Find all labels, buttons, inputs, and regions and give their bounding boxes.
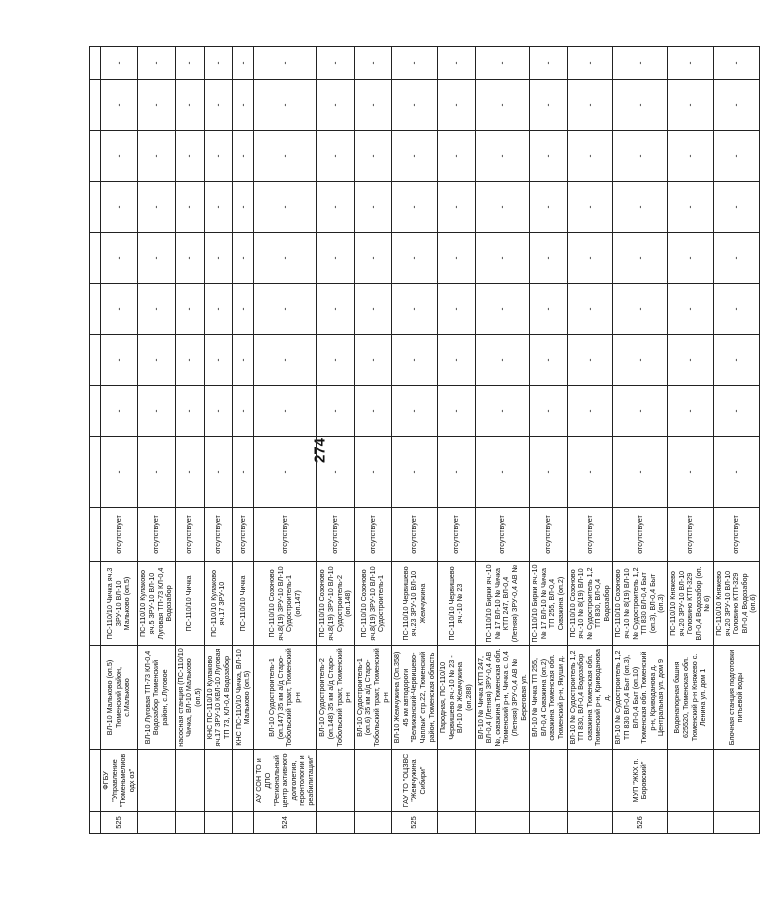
organization-cell: [138, 750, 175, 812]
band-cell: [90, 646, 101, 750]
table-row: [175, 47, 204, 834]
empty-value-cell: -: [317, 233, 354, 284]
empty-value-cell: -: [317, 335, 354, 386]
empty-value-cell: -: [254, 284, 317, 335]
empty-value-cell: -: [613, 80, 668, 131]
empty-value-cell: -: [138, 284, 175, 335]
empty-value-cell: -: [254, 335, 317, 386]
empty-value-cell: -: [392, 284, 438, 335]
status-cell: отсутствует: [714, 508, 760, 562]
row-number-cell: [317, 812, 354, 834]
supply-cell: ПС-110/10 Созоново яч.8(19) ЗРУ-10 ВЛ-10 Судостроитель-2 (оп.148): [317, 562, 354, 646]
row-number-cell: 525: [392, 812, 438, 834]
empty-value-cell: -: [138, 182, 175, 233]
empty-value-cell: -: [204, 437, 233, 508]
empty-value-cell: -: [317, 284, 354, 335]
empty-value-cell: -: [175, 131, 204, 182]
object-cell: ВЛ-10 № Чичка КТП 247, ВЛ-0,4 (Летняя) ЗРУ-0,4 АВ №, скважина Тюменская обл. Тюменский р-н, Чичка с. 0,4 (Летняя) ЗРУ-0,4 АВ № Береговая ул.: [475, 646, 530, 750]
row-number-cell: [175, 812, 204, 834]
object-cell: ВЛ-10 № Чичка ТП 255, ВЛ-0,4 Скважина (оп.2) скважина Тюменская обл. Тюменский р-н, Якуши д.: [530, 646, 567, 750]
organization-cell: [317, 750, 354, 812]
table-row: [204, 47, 233, 834]
supply-cell: ПС-110/10 Созоново яч.8(19) ЗРУ-10 ВЛ-10 Судостроитель-1 (оп.147): [254, 562, 317, 646]
empty-value-cell: -: [613, 386, 668, 437]
empty-value-cell: -: [254, 47, 317, 80]
row-number-cell: [138, 812, 175, 834]
empty-value-cell: -: [392, 335, 438, 386]
empty-value-cell: -: [475, 233, 530, 284]
empty-value-cell: -: [204, 80, 233, 131]
empty-value-cell: -: [613, 131, 668, 182]
empty-value-cell: -: [233, 284, 254, 335]
empty-value-cell: -: [668, 47, 714, 80]
empty-value-cell: -: [567, 386, 613, 437]
organization-cell: ФГБУ "Управление "Тюменьмелиоводх оз": [101, 750, 138, 812]
status-cell: отсутствует: [204, 508, 233, 562]
empty-value-cell: -: [714, 233, 760, 284]
empty-value-cell: -: [714, 131, 760, 182]
empty-value-cell: -: [475, 131, 530, 182]
status-cell: отсутствует: [233, 508, 254, 562]
object-cell: ВЛ-10 № Судостроитель 1,2 ТП 830, ВЛ-0,4 Водозабор скважина Тюменская обл. Тюменский р-н, Криводанова д.: [567, 646, 613, 750]
table-row: [613, 47, 668, 834]
band-cell: [90, 437, 101, 508]
object-cell: насосная станция (ПС-110/10 Чичка, ВЛ-10 Мальково (оп.5): [175, 646, 204, 750]
empty-value-cell: -: [714, 335, 760, 386]
empty-value-cell: -: [233, 386, 254, 437]
empty-value-cell: -: [101, 182, 138, 233]
status-cell: отсутствует: [613, 508, 668, 562]
empty-value-cell: -: [714, 386, 760, 437]
empty-value-cell: -: [613, 335, 668, 386]
empty-value-cell: -: [530, 437, 567, 508]
object-cell: Блочная станция подготовки питьевой воды: [714, 646, 760, 750]
empty-value-cell: -: [317, 80, 354, 131]
status-cell: отсутствует: [254, 508, 317, 562]
empty-value-cell: -: [714, 284, 760, 335]
table-row: [475, 47, 530, 834]
empty-value-cell: -: [138, 80, 175, 131]
empty-value-cell: -: [530, 80, 567, 131]
band-cell: [90, 508, 101, 562]
empty-value-cell: -: [392, 233, 438, 284]
empty-value-cell: -: [204, 182, 233, 233]
row-number-cell: [204, 812, 233, 834]
table-row: [138, 47, 175, 834]
empty-value-cell: -: [668, 131, 714, 182]
empty-value-cell: -: [392, 131, 438, 182]
object-cell: ВЛ-10 Луговая ТП-73 КЛ-0,4 Водозабор Тюменский район, с.Луговое: [138, 646, 175, 750]
band-cell: [90, 47, 101, 80]
empty-value-cell: -: [668, 335, 714, 386]
empty-value-cell: -: [254, 233, 317, 284]
empty-value-cell: -: [613, 47, 668, 80]
empty-value-cell: -: [354, 335, 391, 386]
empty-value-cell: -: [392, 80, 438, 131]
row-number-cell: [714, 812, 760, 834]
rotated-table-container: [89, 47, 758, 834]
empty-value-cell: -: [354, 47, 391, 80]
empty-value-cell: -: [233, 47, 254, 80]
empty-value-cell: -: [567, 233, 613, 284]
organization-cell: [668, 750, 714, 812]
object-cell: КНС ПС-110/10 Кулаково яч.17 ЗРУ-10 КВЛ-10 Луговая ТП 73, КЛ-0,4 Водозабор: [204, 646, 233, 750]
table-row: [438, 47, 475, 834]
empty-value-cell: -: [101, 131, 138, 182]
empty-value-cell: -: [668, 80, 714, 131]
object-cell: ВЛ-10 Мальково (оп.5) Тюменский район, с.Мальково: [101, 646, 138, 750]
empty-value-cell: -: [175, 233, 204, 284]
object-cell: ВЛ-10 Судостроитель-1 (оп.147) 35 км а/д Старо-Тобольский тракт, Тюменский р-н: [254, 646, 317, 750]
status-cell: отсутствует: [138, 508, 175, 562]
empty-value-cell: -: [438, 335, 475, 386]
band-cell: [90, 386, 101, 437]
empty-value-cell: -: [101, 47, 138, 80]
empty-value-cell: -: [175, 47, 204, 80]
empty-value-cell: -: [138, 233, 175, 284]
object-cell: Пародная, ПС-110/10 Червишево яч.-10 № 23 - ВЛ-10 № Жемчужина (оп.288): [438, 646, 475, 750]
supply-cell: ПС-110/10 Княжево яч.20 ЗРУ-10 ВЛ-10 Головино КТП-329 ВЛ-0,4 Водозабор (оп. № 6): [668, 562, 714, 646]
empty-value-cell: -: [392, 437, 438, 508]
empty-value-cell: -: [175, 284, 204, 335]
empty-value-cell: -: [530, 284, 567, 335]
object-cell: ВЛ-10 Судостроитель-2 (оп.148) 35 км а/д Старо-Тобольский тракт, Тюменский р-н: [317, 646, 354, 750]
band-cell: [90, 750, 101, 812]
object-cell: ВЛ-10 Жемчужина (Оп.358) 45 км автодороги "Велижанский-Червишево-Чаплык" стр.22, Тюменский район, Тюменская область: [392, 646, 438, 750]
empty-value-cell: -: [475, 182, 530, 233]
empty-value-cell: -: [714, 437, 760, 508]
empty-value-cell: -: [254, 131, 317, 182]
organization-cell: ГАУ ТО "ОЦЗВС "Жемчужина Сибири": [392, 750, 438, 812]
empty-value-cell: -: [101, 233, 138, 284]
organization-cell: [714, 750, 760, 812]
empty-value-cell: -: [317, 131, 354, 182]
empty-value-cell: -: [354, 182, 391, 233]
empty-value-cell: -: [475, 80, 530, 131]
empty-value-cell: -: [175, 386, 204, 437]
empty-value-cell: -: [204, 131, 233, 182]
empty-value-cell: -: [138, 386, 175, 437]
empty-value-cell: -: [233, 131, 254, 182]
empty-value-cell: -: [668, 284, 714, 335]
table-row: [233, 47, 254, 834]
organization-cell: МУП "ЖКХ п. Боровский": [613, 750, 668, 812]
object-cell: Водонапорная башня 625520, Тюменская обл. Тюменский р-н Княжево с. Ленина ул. дом 1: [668, 646, 714, 750]
status-cell: отсутствует: [567, 508, 613, 562]
empty-value-cell: -: [204, 335, 233, 386]
table-row: [567, 47, 613, 834]
empty-value-cell: -: [668, 437, 714, 508]
empty-value-cell: -: [175, 335, 204, 386]
empty-value-cell: -: [254, 437, 317, 508]
empty-value-cell: -: [530, 386, 567, 437]
empty-value-cell: -: [668, 386, 714, 437]
empty-value-cell: -: [233, 80, 254, 131]
row-number-cell: 526: [613, 812, 668, 834]
organization-cell: [567, 750, 613, 812]
empty-value-cell: -: [354, 233, 391, 284]
empty-value-cell: -: [204, 386, 233, 437]
empty-value-cell: -: [668, 233, 714, 284]
empty-value-cell: -: [438, 437, 475, 508]
empty-value-cell: -: [254, 80, 317, 131]
band-cell: [90, 131, 101, 182]
supply-cell: ПС-110/10 Червишево яч.23 ЗРУ-10 ВЛ-10 Жемчужина: [392, 562, 438, 646]
status-cell: отсутствует: [475, 508, 530, 562]
empty-value-cell: -: [438, 182, 475, 233]
empty-value-cell: -: [317, 437, 354, 508]
empty-value-cell: -: [567, 131, 613, 182]
outage-table: [89, 46, 760, 834]
empty-value-cell: -: [317, 386, 354, 437]
empty-value-cell: -: [392, 47, 438, 80]
empty-value-cell: -: [175, 80, 204, 131]
status-cell: отсутствует: [101, 508, 138, 562]
row-number-cell: [354, 812, 391, 834]
row-number-cell: 524: [254, 812, 317, 834]
empty-value-cell: -: [101, 437, 138, 508]
empty-value-cell: -: [567, 47, 613, 80]
table-row: [254, 47, 317, 834]
empty-value-cell: -: [438, 131, 475, 182]
row-number-cell: [438, 812, 475, 834]
table-row: [668, 47, 714, 834]
band-cell: [90, 812, 101, 834]
band-cell: [90, 284, 101, 335]
empty-value-cell: -: [138, 437, 175, 508]
table-row: [101, 47, 138, 834]
empty-value-cell: -: [175, 437, 204, 508]
empty-value-cell: -: [475, 437, 530, 508]
empty-value-cell: -: [714, 80, 760, 131]
band-cell: [90, 80, 101, 131]
table-top-band: [90, 47, 101, 834]
supply-cell: ПС-110/10 Княжево яч.20 ЗРУ-10 ВЛ-10 Головино КТП-329 ВЛ-0,4 Водозабор (оп.6): [714, 562, 760, 646]
empty-value-cell: -: [354, 386, 391, 437]
empty-value-cell: -: [475, 47, 530, 80]
table-viewport: [89, 47, 758, 834]
supply-cell: ПС-110/10 Созоново яч.-10 № 8(19) ВЛ-10 № Судостроитель 1,2 ТП 830 ВЛ-0,4 Быт (оп.3), ВЛ-0,4 Быт (оп.3): [613, 562, 668, 646]
empty-value-cell: -: [101, 386, 138, 437]
organization-cell: [354, 750, 391, 812]
empty-value-cell: -: [567, 80, 613, 131]
empty-value-cell: -: [530, 233, 567, 284]
empty-value-cell: -: [392, 182, 438, 233]
empty-value-cell: -: [101, 284, 138, 335]
band-cell: [90, 233, 101, 284]
empty-value-cell: -: [613, 284, 668, 335]
empty-value-cell: -: [567, 182, 613, 233]
empty-value-cell: -: [233, 182, 254, 233]
empty-value-cell: -: [438, 80, 475, 131]
empty-value-cell: -: [530, 335, 567, 386]
organization-cell: [530, 750, 567, 812]
empty-value-cell: -: [613, 233, 668, 284]
status-cell: отсутствует: [317, 508, 354, 562]
status-cell: отсутствует: [175, 508, 204, 562]
empty-value-cell: -: [233, 335, 254, 386]
empty-value-cell: -: [714, 182, 760, 233]
empty-value-cell: -: [438, 47, 475, 80]
row-number-cell: [233, 812, 254, 834]
table-row: [354, 47, 391, 834]
empty-value-cell: -: [567, 284, 613, 335]
empty-value-cell: -: [438, 233, 475, 284]
supply-cell: ПС-110/10 Чичка: [175, 562, 204, 646]
organization-cell: [175, 750, 204, 812]
empty-value-cell: -: [254, 182, 317, 233]
supply-cell: ПС-110/10 Созоново яч.-10 № 8(19) ВЛ-10 № Судостроитель 1,2 ТП 830, ВЛ-0,4 Водозабор: [567, 562, 613, 646]
supply-cell: ПС-110/10 Червишево яч.-10 № 23: [438, 562, 475, 646]
table-body: [90, 47, 760, 834]
empty-value-cell: -: [438, 386, 475, 437]
table-row: [392, 47, 438, 834]
object-cell: ВЛ-10 Судостроитель-1 (оп.6) 35 км а/д Старо-Тобольский тракт, Тюменский р-н: [354, 646, 391, 750]
empty-value-cell: -: [138, 47, 175, 80]
empty-value-cell: -: [254, 386, 317, 437]
status-cell: отсутствует: [668, 508, 714, 562]
supply-cell: ПС-110/10 Чичка яч.3 ЗРУ-10 ВЛ-10 Мальково (оп.5): [101, 562, 138, 646]
object-cell: ВЛ-10 № Судостроитель 1,2 ТП 830 ВЛ-0,4 Быт (оп.3), ВЛ-0,4 Быт (оп.10) Тюменская обл. Тюменский р-н, Криводанова д. Центральная ул. дом 9: [613, 646, 668, 750]
table-row: [714, 47, 760, 834]
empty-value-cell: -: [317, 182, 354, 233]
empty-value-cell: -: [530, 47, 567, 80]
supply-cell: ПС-110/10 Бирки яч.-10 № 17 ВЛ-10 № Чичка КТП 247, ВЛ-0,4 (Летняя) ЗРУ-0,4 АВ №: [475, 562, 530, 646]
organization-cell: [438, 750, 475, 812]
empty-value-cell: -: [475, 386, 530, 437]
empty-value-cell: -: [354, 131, 391, 182]
empty-value-cell: -: [475, 284, 530, 335]
empty-value-cell: -: [175, 182, 204, 233]
supply-cell: ПС-110/10 Кулаково яч.5 ЗРУ-10 ВЛ-10 Луговая ТП-73 КЛ-0,4 Водозабор: [138, 562, 175, 646]
empty-value-cell: -: [138, 131, 175, 182]
page-number: 274: [311, 437, 329, 464]
organization-cell: [204, 750, 233, 812]
organization-cell: [475, 750, 530, 812]
empty-value-cell: -: [613, 182, 668, 233]
band-cell: [90, 562, 101, 646]
empty-value-cell: -: [204, 47, 233, 80]
empty-value-cell: -: [354, 80, 391, 131]
empty-value-cell: -: [101, 80, 138, 131]
status-cell: отсутствует: [438, 508, 475, 562]
supply-cell: ПС-110/10 Бирки яч.-10 № 17 ВЛ-10 № Чичка ТП 255, ВЛ-0,4 Скважина (оп.2): [530, 562, 567, 646]
empty-value-cell: -: [317, 47, 354, 80]
supply-cell: ПС-110/10 Созоново яч.8(19) ЗРУ-10 ВЛ-10 Судостроитель-1: [354, 562, 391, 646]
empty-value-cell: -: [438, 284, 475, 335]
empty-value-cell: -: [204, 233, 233, 284]
empty-value-cell: -: [530, 131, 567, 182]
row-number-cell: [668, 812, 714, 834]
empty-value-cell: -: [204, 284, 233, 335]
table-row: [317, 47, 354, 834]
empty-value-cell: -: [567, 437, 613, 508]
empty-value-cell: -: [475, 335, 530, 386]
empty-value-cell: -: [233, 437, 254, 508]
empty-value-cell: -: [354, 437, 391, 508]
empty-value-cell: -: [530, 182, 567, 233]
empty-value-cell: -: [233, 233, 254, 284]
table-row: [530, 47, 567, 834]
organization-cell: АУ СОН ТО и ДПО "Региональный центр активного долголетия, геронтологии и реабилитации": [254, 750, 317, 812]
status-cell: отсутствует: [392, 508, 438, 562]
band-cell: [90, 182, 101, 233]
status-cell: отсутствует: [530, 508, 567, 562]
status-cell: отсутствует: [354, 508, 391, 562]
row-number-cell: [530, 812, 567, 834]
row-number-cell: [475, 812, 530, 834]
organization-cell: [233, 750, 254, 812]
empty-value-cell: -: [613, 437, 668, 508]
row-number-cell: 525: [101, 812, 138, 834]
empty-value-cell: -: [567, 335, 613, 386]
object-cell: КНС ПС-110/10 Чичка, ВЛ-10 Мальково (оп.5): [233, 646, 254, 750]
empty-value-cell: -: [392, 386, 438, 437]
empty-value-cell: -: [668, 182, 714, 233]
empty-value-cell: -: [101, 335, 138, 386]
empty-value-cell: -: [138, 335, 175, 386]
supply-cell: ПС-110/10 Кулаково яч.17 ЗРУ-10: [204, 562, 233, 646]
empty-value-cell: -: [714, 47, 760, 80]
band-cell: [90, 335, 101, 386]
empty-value-cell: -: [354, 284, 391, 335]
supply-cell: ПС-110/10 Чичка: [233, 562, 254, 646]
row-number-cell: [567, 812, 613, 834]
